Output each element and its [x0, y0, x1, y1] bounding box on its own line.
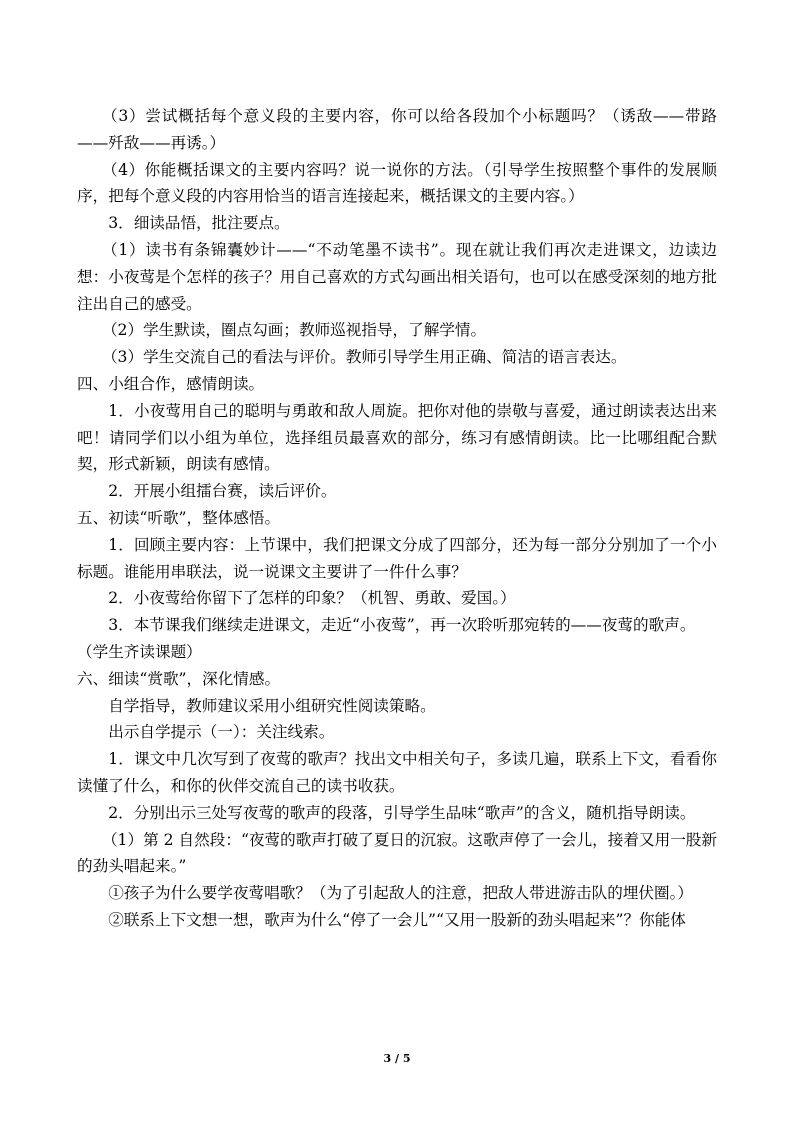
paragraph: 出示自学提示（一）：关注线索。 — [108, 723, 335, 742]
paragraph: 自学指导，教师建议采用小组研究性阅读策略。 — [108, 696, 436, 715]
paragraph: 2．开展小组擂台赛，读后评价。 — [108, 482, 337, 501]
document-body — [77, 103, 717, 934]
paragraph: （1）读书有条锦囊妙计——“不动笔墨不读书”。现在就让我们再次走进课文，边读边想：小夜莺是个怎样的孩子？用自己喜欢的方式勾画出相关语句，也可以在感受深刻的地方批注出自己的感受。 — [77, 240, 717, 313]
paragraph: 3．细读品悟，批注要点。 — [108, 214, 290, 233]
page-number: 3 / 5 — [383, 1052, 411, 1065]
section-heading: 四、小组合作，感情朗读。 — [77, 374, 265, 393]
paragraph: 1．小夜莺用自己的聪明与勇敢和敌人周旋。把你对他的崇敬与喜爱，通过朗读表达出来吧！请同学们以小组为单位，选择组员最喜欢的部分，练习有感情朗读。比一比哪组配合默契，形式新颖，朗读有感情。 — [77, 401, 717, 474]
section-heading: 五、初读“听歌”，整体感悟。 — [77, 508, 281, 527]
paragraph: ①孩子为什么要学夜莺唱歌？（为了引起敌人的注意，把敌人带进游击队的埋伏圈。） — [108, 884, 693, 903]
paragraph: 1．回顾主要内容：上节课中，我们把课文分成了四部分，还为每一部分分别加了一个小标题。谁能用串联法，说一说课文主要讲了一件什么事？ — [77, 535, 717, 581]
paragraph: 1．课文中几次写到了夜莺的歌声？找出文中相关句子，多读几遍，联系上下文，看看你读懂了什么，和你的伙伴交流自己的读书收获。 — [77, 750, 717, 795]
paragraph: （4）你能概括课文的主要内容吗？说一说你的方法。（引导学生按照整个事件的发展顺序，把每个意义段的内容用恰当的语言连接起来，概括课文的主要内容。） — [77, 160, 717, 206]
section-heading: 六、细读“赏歌”，深化情感。 — [77, 669, 281, 688]
paragraph: ②联系上下文想一想，歌声为什么“停了一会儿”“又用一股新的劲头唱起来”？你能体 — [108, 910, 686, 929]
paragraph: （3）尝试概括每个意义段的主要内容，你可以给各段加个小标题吗？（诱敌——带路——歼敌——再诱。） — [77, 107, 717, 152]
paragraph: 2．分别出示三处写夜莺的歌声的段落，引导学生品味“歌声”的含义，随机指导朗读。 — [108, 803, 696, 822]
paragraph: 3．本节课我们继续走进课文，走近“小夜莺”，再一次聆听那宛转的——夜莺的歌声。 — [108, 616, 696, 635]
paragraph: （2）学生默读，圈点勾画；教师巡视指导，了解学情。 — [101, 321, 487, 340]
paragraph: （学生齐读课题） — [77, 642, 202, 661]
paragraph: （3）学生交流自己的看法与评价。教师引导学生用正确、简洁的语言表达。 — [101, 348, 627, 367]
paragraph: （1）第 2 自然段：“夜莺的歌声打破了夏日的沉寂。这歌声停了一会儿，接着又用一股新的劲头唱起来。” — [77, 830, 717, 876]
paragraph: 2．小夜莺给你留下了怎样的印象？（机智、勇敢、爱国。） — [108, 589, 516, 608]
